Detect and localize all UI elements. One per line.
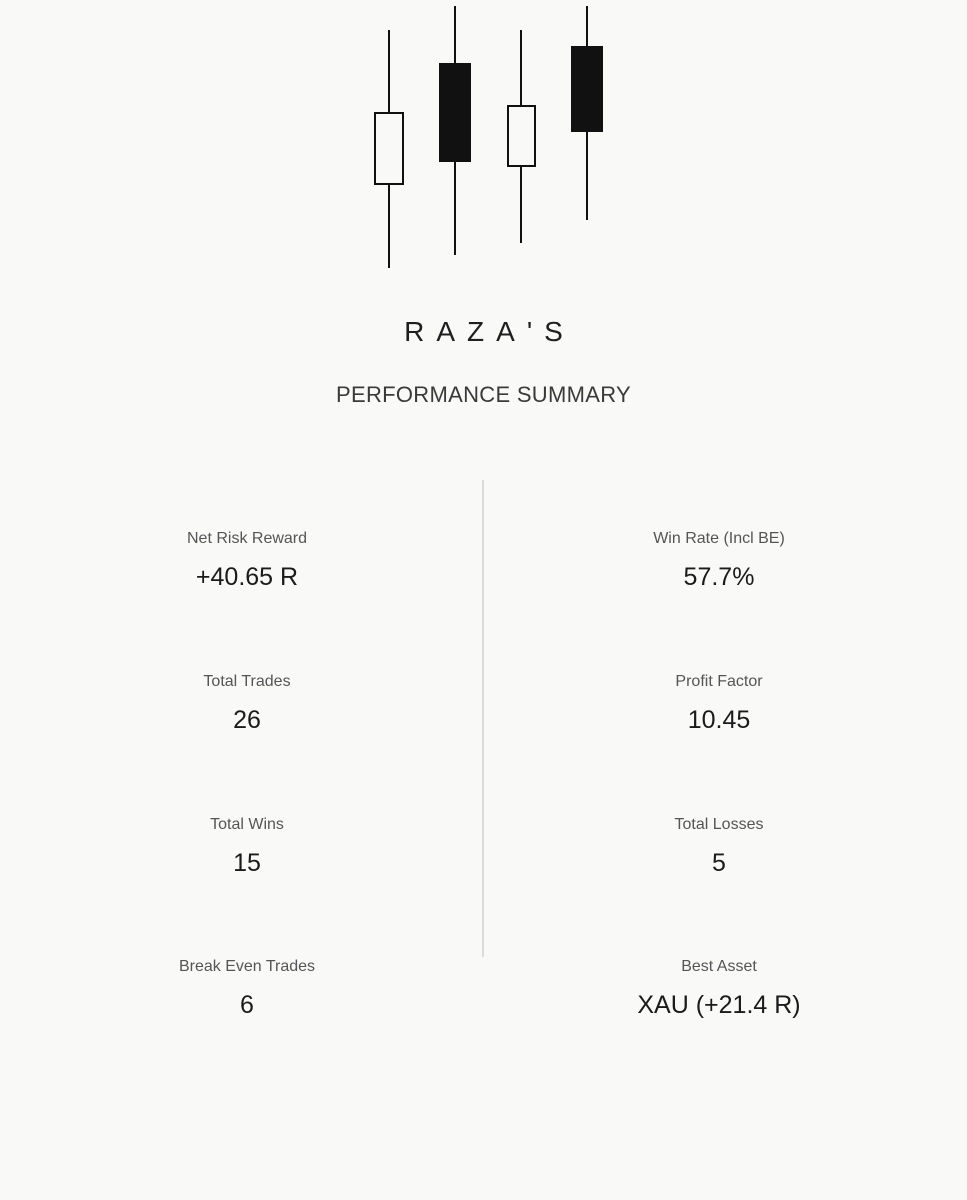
- candlestick-logo-icon: [0, 0, 967, 280]
- page-subtitle: PERFORMANCE SUMMARY: [336, 382, 631, 407]
- stat-label: Win Rate (Incl BE): [653, 530, 785, 547]
- stat-profit-factor: [519, 671, 919, 735]
- stat-label: Total Losses: [674, 816, 764, 833]
- stat-label: Profit Factor: [675, 673, 763, 690]
- candle-filled-2: [572, 6, 602, 220]
- column-divider: [482, 480, 484, 957]
- stat-label: Total Trades: [203, 673, 291, 690]
- stat-label: Net Risk Reward: [186, 530, 308, 547]
- stat-value: +40.65 R: [195, 563, 299, 591]
- stat-value: 15: [233, 849, 261, 877]
- stat-best-asset: [519, 956, 919, 1020]
- stat-total-losses: [519, 814, 919, 878]
- candle-hollow-2: [508, 30, 535, 243]
- stat-total-trades: [47, 671, 447, 735]
- stat-value: 5: [712, 849, 726, 877]
- stat-total-wins: [47, 814, 447, 878]
- stat-value: 10.45: [687, 706, 751, 734]
- candle-hollow-1: [375, 30, 403, 268]
- stat-break-even-trades: [47, 956, 447, 1020]
- stat-win-rate: [519, 528, 919, 592]
- stat-value: 6: [240, 991, 254, 1019]
- stat-label: Total Wins: [210, 816, 284, 833]
- stat-value: 26: [233, 706, 261, 734]
- stat-value: XAU (+21.4 R): [637, 991, 801, 1019]
- stat-value: 57.7%: [683, 563, 755, 591]
- brand-title: RAZA'S: [404, 316, 575, 347]
- stat-net-risk-reward: [47, 528, 447, 592]
- stat-label: Best Asset: [681, 958, 757, 975]
- candle-filled-1: [440, 6, 470, 255]
- stat-label: Break Even Trades: [178, 958, 316, 975]
